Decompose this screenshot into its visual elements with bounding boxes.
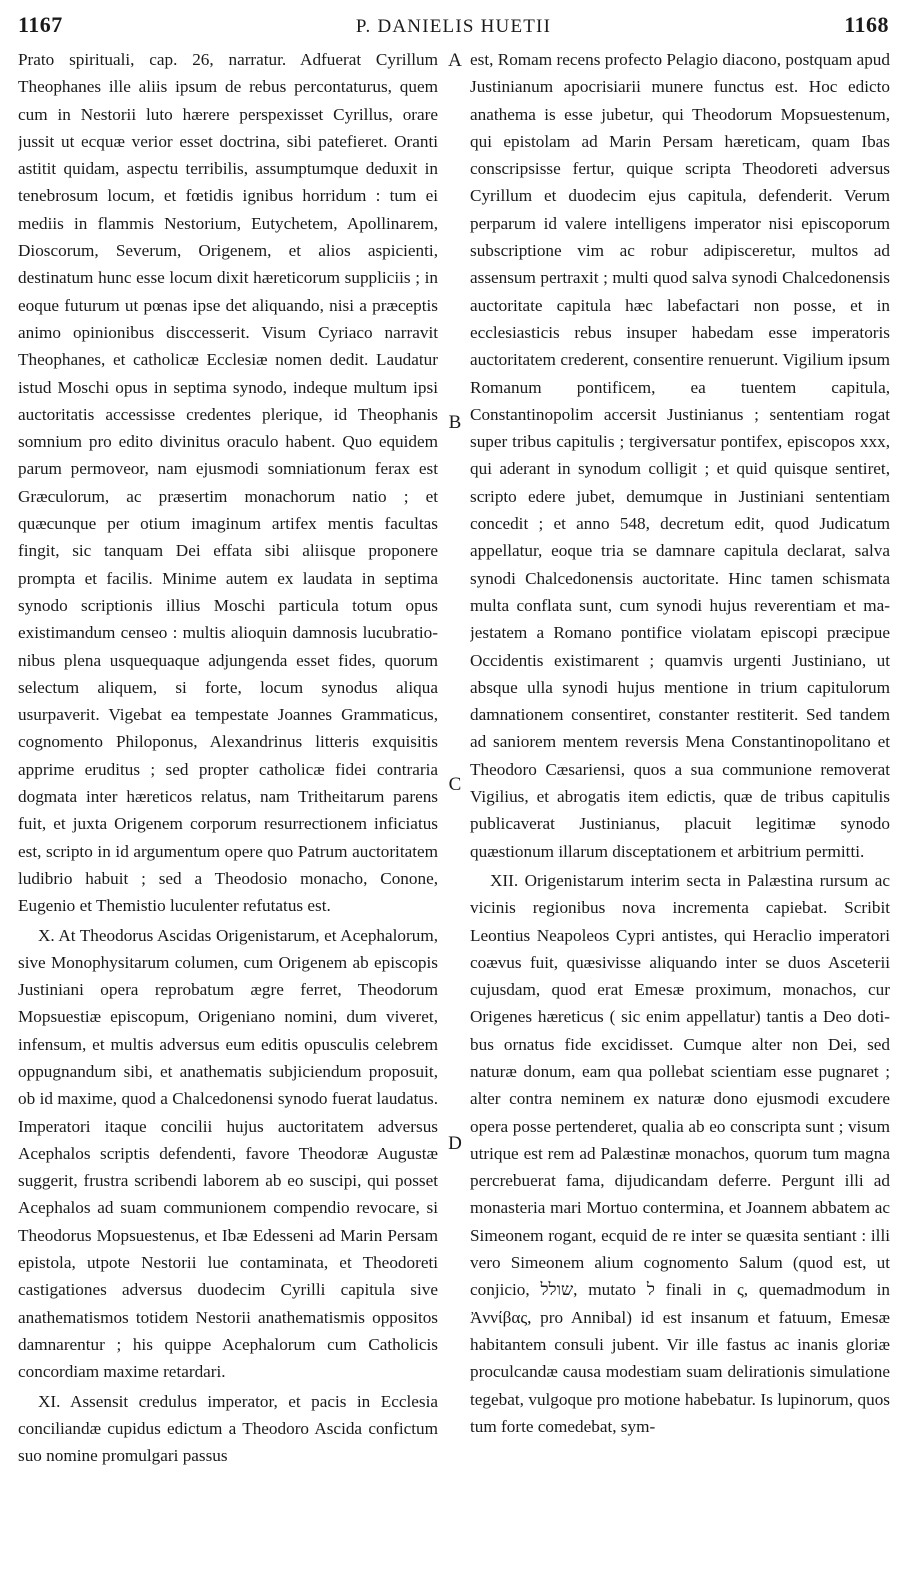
paragraph-xi: XI. Assensit credulus imperator, et pacis in Ecclesia conciliandæ cupidus edictum a Theodoro Ascida confictum suo nomine promulgari passus: [18, 1391, 438, 1466]
left-text-column: [18, 46, 438, 1561]
margin-letter-c: C: [448, 774, 462, 795]
running-title: P. DANIELIS HUETII: [355, 16, 552, 37]
margin-letter-b: B: [448, 412, 462, 433]
right-page-number: 1168: [844, 12, 889, 37]
margin-letter-d: D: [448, 1133, 462, 1154]
page-header: [18, 6, 889, 36]
right-text-column: [470, 46, 890, 1561]
paragraph-x: X. At Theodorus Ascidas Origenistarum, et Acephalorum, sive Monophysitarum columen, cum Origenem ab episcopis Justiniani opera reprobatum ægre ferret, Theodorum Mopsuestiæ episcopum, Origeniano nomini, dum viveret, infensum, et multis adversus eum editis opusculis celebrem oppugnandum sibi, et anathematis subjiciendum proposuit, ob id maxime, quod a Chalcedonensi synodo fuerat laudatus. Imperatori itaque concilii hujus auctoritatem adversus Acephalos scriptis defendenti, favore Theodoræ Augustæ suggerit, frustra scribendi laborem ab eo suscipi, qui posset Acephalos ad suam communionem compendio revocare, si Theodorus Mopsuestenus, et Ibæ Edesseni ad Marin Persam epistola, utpote Nestorii lue contaminata, et Theodoreti castigationes adversus duodecim Cyrilli capitula sive anathematismos totidem Nestorii anathematismis oppositos damnarentur ; his quippe Acephalorum cum Catholicis concordiam maxime retardari.: [18, 925, 438, 1382]
paragraph-xi-continued: est, Romam recens profecto Pelagio diacono, postquam apud Justinianum apocrisiarii munere functus est. Hoc edicto anathema is esse jubetur, qui Theodorum Mopsuestenum, qui epistolam ad Marin Persam hæreticam, quam Ibas conscripsisse fertur, quique scripta Theodoreti adversus Cyrillum et duodecim ejus capitula, defenderit. Verum perparum id valere intelligens imperator nisi episcoporum subscriptione vim ac robur adipisceretur, multos ad assensum pertraxit ; multi quod salva synodi Chalcedonensis auctoritate capitula hæc labefactari non posse, et in ecclesiasticis rebus insuper habedam esse imperatoris auctoritatem crederent, consentire renuerunt. Vigilium ipsum Romanum pontificem, ea tuentem capitula, Constantinopolim accersit Justinianus ; sententiam rogat super tribus capitulis ; tergiversatur pontifex, episcopos xxx, qui aderant in synodum colligit ; et quid quisque sentiret, scripto edere jubet, demumque in Justiniani sententiam concedit ; et anno 548, decretum edit, quod Judicatum appellatur, eoque tria se damnare capitula declarat, salva synodi Chalcedonensis auctoritate. Hinc tamen schismata multa conflata sunt, cum synodi hujus reverentiam et majestatem a Romano pontifice violatam episcopi præcipue Occidentis existimarent ; quamvis urgenti Justiniano, ut absque ulla synodi hujus mentione in trium capitulorum damnationem consentiret, constanter restiterit. Sed tandem ad saniorem mentem reversis Mena Constantinopolitano et Theodoro Cæsariensi, quos a sua communione removerat Vigilius, et abrogatis item edictis, quæ de tribus capitulis publicaverat Justinianus, placuit legitimæ synodo quæstionum illarum disceptationem et arbitrium permitti.: [470, 50, 890, 861]
left-page-number: 1167: [18, 12, 63, 37]
margin-letter-a: A: [448, 50, 462, 71]
paragraph-continuation: Prato spirituali, cap. 26, narratur. Adfuerat Cyrillum Theophanes ille aliis ipsum de rebus percontaturus, quem cum in Nestorii luto hærere perspexisset Cyrillus, orare jussit ut ecquæ verior esset doctrina, sibi patefieret. Oranti astitit quidam, aspectu terribilis, assumptumque deduxit in tenebrosum locum, et fœtidis ignibus horridum : tum ei mediis in flammis Nestorium, Eutychetem, Apollinarem, Dioscorum, Severum, Origenem, et alios aspicienti, destinatum hunc esse locum dixit hæreticorum suppliciis ; in eoque futurum ut pœnas ipse det aliquando, nisi a præceptis animo opinionibus disccesserit. Visum Cyriaco narravit Theophanes, et catholicæ Ecclesiæ nomen dedit. Laudatur istud Moschi opus in septima synodo, indeque multum ipsi auctoritatis accessisse credentes plerique, id Theophanis somnium pro edito divinitus oraculo habent. Quo equidem parum permoveor, nam ejusmodi somniationum ferax est Græculorum, ac præsertim monachorum natio ; et quæcunque per otium imaginum artifex mentis facultas fingit, sic tanquam Dei effata sibi aliisque proponere prompta et facilis. Minime autem ex laudata in septima synodo scriptionis illius Moschi particula totum opus existimandum censeo : multis alioquin damnosis lucubrationibus plena usquequaque adjungenda esset fides, quorum selectum aliquem, si forte, locum synodus aliqua usurpaverit. Vigebat ea tempestate Joannes Grammaticus, cognomento Philoponus, Alexandrinus litteris exquisitis apprime eruditus ; sed propter catholicæ fidei contraria dogmata inter hæreticos relatus, nam Tritheitarum parens fuit, et juxta Origenem corporum resurrectionem inficiatus est, scripto in id argumentum opere quo Patrum auctoritatem ludibrio habuit ; sed a Theodosio monacho, Conone, Eugenio et Themistio luculenter refutatus est.: [18, 50, 438, 916]
paragraph-xii: XII. Origenistarum interim secta in Palæstina rursum ac vicinis regionibus nova incrementa capiebat. Scribit Leontius Neapoleos Cypri antistes, qui Heraclio imperatori coævus fuit, quæsivisse aliquando inter se duos Asceterii cujusdam, quod erat Emesæ proximum, monachos, cur Origenes hæreticus ( sic enim appellatur) tantis a Deo dotibus ornatus fide excidisset. Cumque alter non Dei, sed naturæ donum, eam qua pollebat scientiam esse pugnaret ; alter contra neminem ex naturæ dono ejusmodi excudere opera posse pertenderet, qualia ab eo conscripta sunt ; visum utrique est rem ad Palæstinæ monachos, quorum tum magna percrebuerat fama, dijudicandam deferre. Pergunt illi ad monasteria mari Mortuo contermina, et Joannem abbatem ac Simeonem rogant, ecquid de re inter se quæsita sentiant : illi vero Simeonem alium cognomento Salum (quod est, ut conjicio, שולל, mutato ל finali in ς, quemadmodum in Ἀννίβας, pro Annibal) id est insanum et fatuum, Emesæ habitantem consuli jubent. Vir ille fastus ac inanis gloriæ proculcandæ causa modestiam suam delirationis simulatione tegebat, vulgoque pro motione habebatur. Is lupinorum, quos tum forte comedebat, sym-: [470, 870, 890, 1436]
